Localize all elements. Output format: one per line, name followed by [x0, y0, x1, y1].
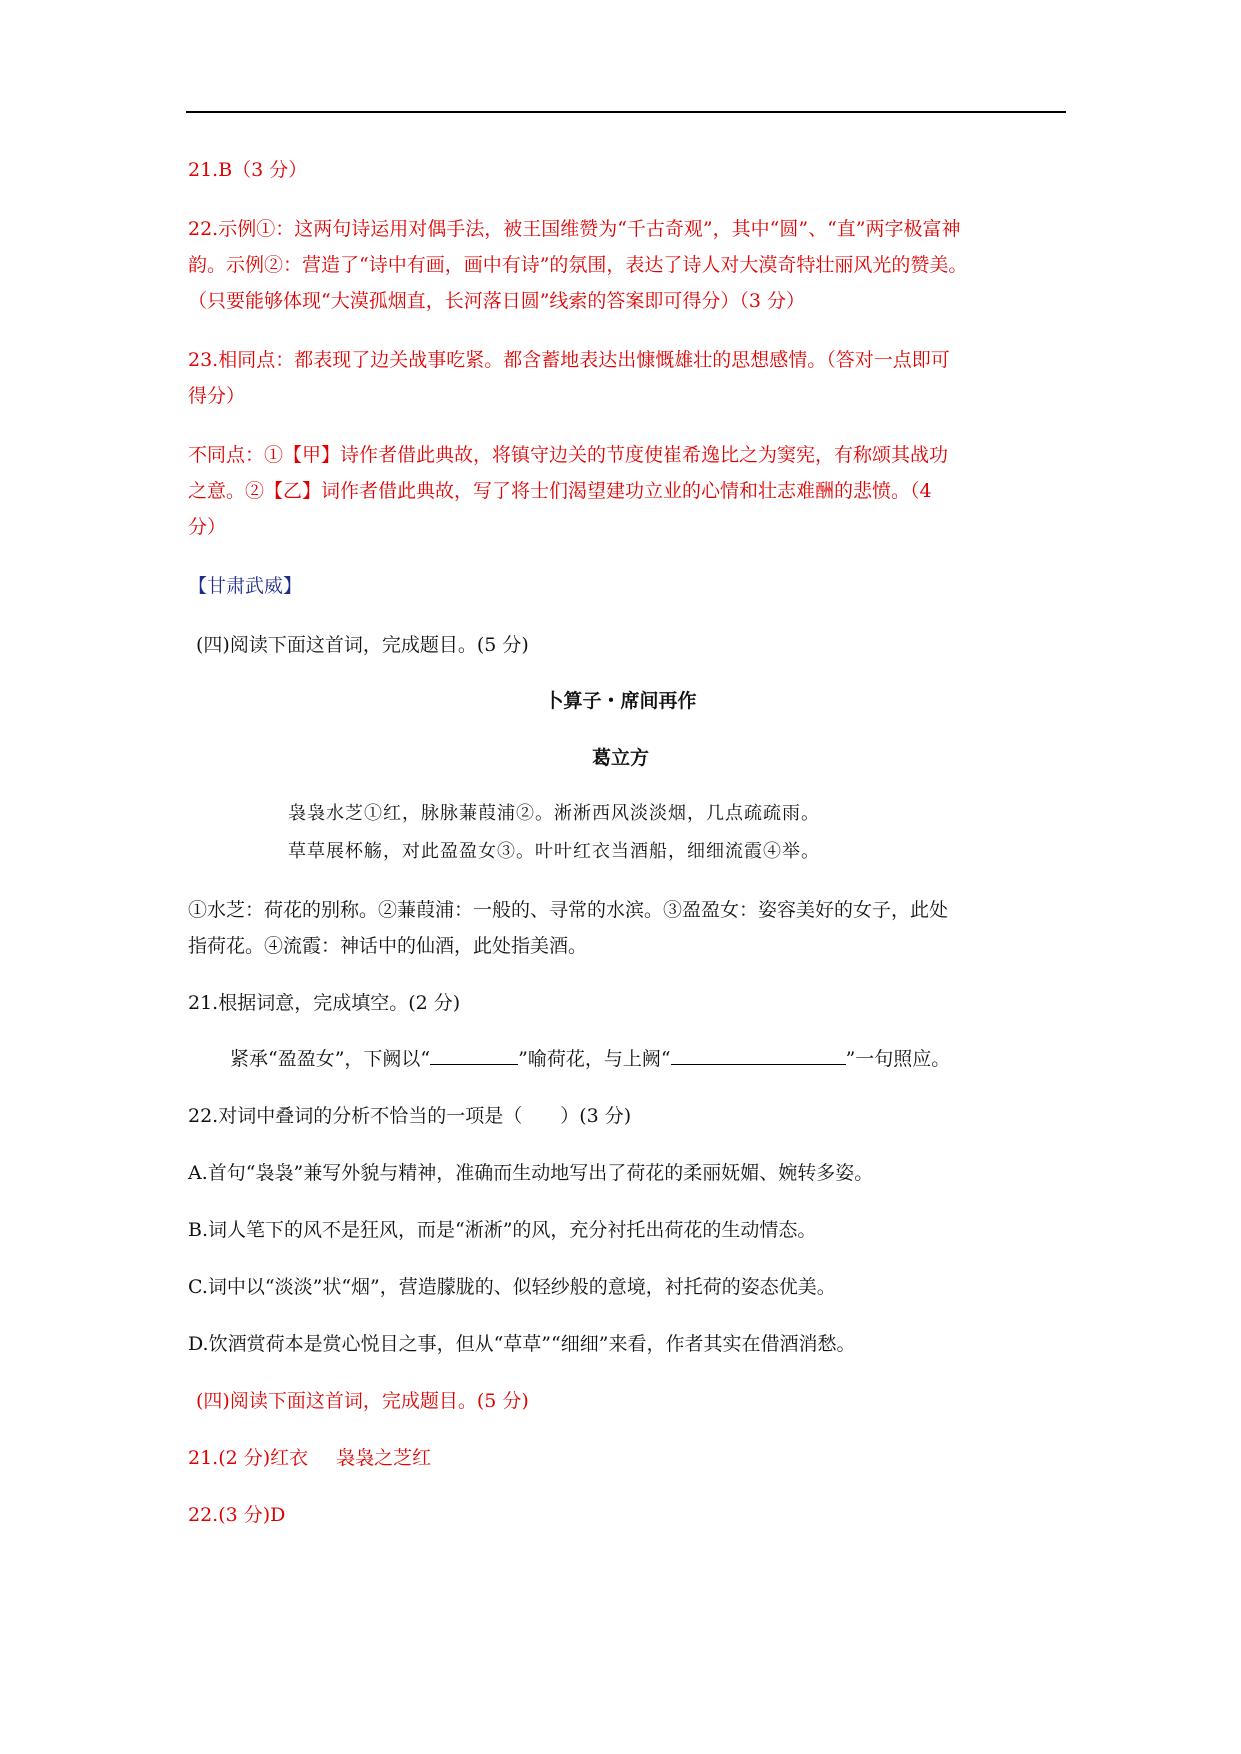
header-rule	[186, 111, 1066, 113]
answer-22-bottom: 22.(3 分)D	[188, 1504, 286, 1526]
option-d: D.饮酒赏荷本是赏心悦目之事，但从“草草”“细细”来看，作者其实在借酒消愁。	[188, 1333, 856, 1355]
blank-1[interactable]	[430, 1042, 518, 1065]
answer-23-line2: 得分）	[188, 385, 246, 407]
question-22-stem: 22.对词中叠词的分析不恰当的一项是（ ）(3 分)	[188, 1105, 632, 1127]
poem-title: 卜算子・席间再作	[544, 690, 697, 712]
answer-21: 21.B（3 分）	[188, 159, 308, 181]
region-tag: 【甘肃武威】	[188, 575, 303, 597]
answer-21-part1: 21.(2 分)红衣	[188, 1447, 309, 1469]
poem-author: 葛立方	[591, 747, 649, 769]
difference-line3: 分）	[188, 516, 227, 538]
option-b: B.词人笔下的风不是狂风，而是“淅淅”的风，充分衬托出荷花的生动情态。	[188, 1219, 817, 1241]
answers-section-intro: (四)阅读下面这首词，完成题目。(5 分)	[196, 1390, 529, 1412]
question-21-stem: 21.根据词意，完成填空。(2 分)	[188, 992, 461, 1014]
difference-line1: 不同点：①【甲】诗作者借此典故，将镇守边关的节度使崔希逸比之为窦宪，有称颂其战功	[188, 444, 949, 466]
option-a: A.首句“袅袅”兼写外貌与精神，准确而生动地写出了荷花的柔丽妩媚、婉转多姿。	[188, 1162, 874, 1184]
answer-21-part2: 袅袅之芝红	[336, 1447, 432, 1469]
blank-2[interactable]	[671, 1042, 846, 1065]
answer-22-line1: 22.示例①：这两句诗运用对偶手法，被王国维赞为“千古奇观”，其中“圆”、“直”两字极富神	[188, 218, 961, 240]
answer-21-bottom	[188, 1440, 1058, 1476]
difference-line2: 之意。②【乙】词作者借此典故，写了将士们渴望建功立业的心情和壮志难酬的悲愤。（4	[188, 480, 932, 502]
poem-line-2: 草草展杯觞，对此盈盈女③。叶叶红衣当酒船，细细流霞④举。	[288, 841, 820, 862]
answer-22-line2: 韵。示例②：营造了“诗中有画，画中有诗”的氛围，表达了诗人对大漠奇特壮丽风光的赞美。	[188, 254, 968, 276]
answer-23-line1: 23.相同点：都表现了边关战事吃紧。都含蓄地表达出慷慨雄壮的思想感情。（答对一点即可	[188, 349, 950, 371]
notes-line2: 指荷花。④流霞：神话中的仙酒，此处指美酒。	[188, 935, 588, 957]
fill-text-a: 紧承“盈盈女”，下阙以“	[230, 1048, 431, 1070]
fill-text-c: ”一句照应。	[845, 1048, 951, 1070]
option-c: C.词中以“淡淡”状“烟”，营造朦胧的、似轻纱般的意境，衬托荷的姿态优美。	[188, 1276, 836, 1298]
question-21-fill	[230, 1041, 1070, 1077]
section-intro: (四)阅读下面这首词，完成题目。(5 分)	[196, 634, 529, 656]
poem-line-1: 袅袅水芝①红，脉脉蒹葭浦②。淅淅西风淡淡烟，几点疏疏雨。	[288, 803, 820, 824]
notes-line1: ①水芝：荷花的别称。②蒹葭浦：一般的、寻常的水滨。③盈盈女：姿容美好的女子，此处	[188, 899, 949, 921]
answer-22-line3: （只要能够体现“大漠孤烟直，长河落日圆”线索的答案即可得分）（3 分）	[188, 290, 806, 312]
fill-text-b: ”喻荷花，与上阙“	[518, 1048, 671, 1070]
